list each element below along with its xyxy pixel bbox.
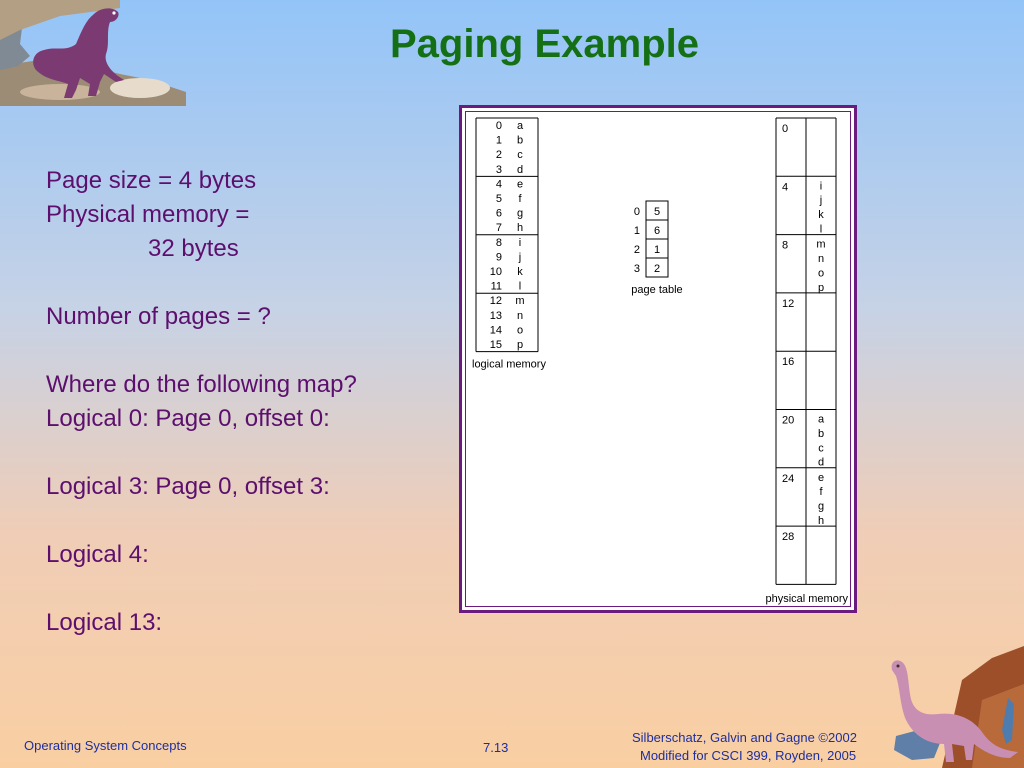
physical-memory-cell: a xyxy=(817,413,825,426)
physical-memory-cell: d xyxy=(817,456,825,469)
physical-memory-cell: e xyxy=(817,471,825,484)
footer-page-number: 7.13 xyxy=(483,740,509,755)
logical-memory-cell: n xyxy=(516,309,524,322)
logical-address-label: 5 xyxy=(495,193,502,205)
logical-address-label: 11 xyxy=(490,280,502,293)
logical-memory-cell: i xyxy=(518,236,522,249)
physical-frame-start-address: 24 xyxy=(782,472,795,485)
page-table-index: 2 xyxy=(633,244,640,256)
physical-memory-cell: n xyxy=(817,253,825,265)
physical-memory-cell: p xyxy=(817,281,825,294)
logical-address-label: 14 xyxy=(489,324,502,337)
text-logical-13: Logical 13: xyxy=(46,609,163,636)
logical-address-label: 8 xyxy=(495,236,502,249)
logical-memory-cell: o xyxy=(516,324,524,337)
logical-address-label: 0 xyxy=(495,120,502,132)
physical-frame-start-address: 16 xyxy=(782,356,795,369)
physical-frame-start-address: 4 xyxy=(782,181,789,194)
footer-credit-line-2: Modified for CSCI 399, Royden, 2005 xyxy=(640,748,857,763)
logical-address-label: 10 xyxy=(489,266,502,278)
logical-memory-cell: b xyxy=(516,134,524,147)
logical-memory-cell: l xyxy=(518,280,522,293)
physical-memory-cell: o xyxy=(817,267,825,280)
page-table-index: 3 xyxy=(633,263,640,275)
logical-memory-cell: e xyxy=(516,178,524,191)
physical-memory-cell: c xyxy=(818,442,824,455)
slide-title: Paging Example xyxy=(390,22,699,66)
logical-address-label: 12 xyxy=(489,295,502,308)
text-physical-memory-size: 32 bytes xyxy=(148,235,239,262)
logical-address-label: 9 xyxy=(495,251,502,264)
text-logical-4: Logical 4: xyxy=(46,541,149,568)
page-table-frame-number: 5 xyxy=(653,206,661,218)
physical-memory-cell: h xyxy=(817,515,825,527)
dinosaur-illustration-bottom-right xyxy=(882,640,1024,768)
logical-memory-cell: h xyxy=(516,222,524,235)
logical-address-label: 2 xyxy=(495,149,502,162)
page-table-index: 0 xyxy=(633,206,640,218)
logical-address-label: 13 xyxy=(489,309,502,322)
text-number-of-pages: Number of pages = ? xyxy=(46,303,271,330)
physical-memory-cell: b xyxy=(817,427,825,440)
logical-address-label: 4 xyxy=(495,178,502,191)
paging-diagram xyxy=(466,112,850,606)
paging-diagram-frame xyxy=(459,105,857,613)
logical-memory-cell: g xyxy=(516,207,524,220)
physical-memory-cell: f xyxy=(819,486,823,499)
text-page-size: Page size = 4 bytes xyxy=(46,167,257,194)
text-logical-3: Logical 3: Page 0, offset 3: xyxy=(46,473,330,500)
logical-memory-cell: j xyxy=(518,251,522,264)
text-mapping-question: Where do the following map? xyxy=(46,371,357,398)
text-logical-0: Logical 0: Page 0, offset 0: xyxy=(46,405,330,432)
footer-credit-line-1: Silberschatz, Galvin and Gagne ©2002 xyxy=(632,730,857,745)
physical-memory-cell: g xyxy=(817,500,825,513)
logical-memory-cell: m xyxy=(515,295,525,308)
logical-memory-cell: c xyxy=(517,149,523,162)
page-table-label: page table xyxy=(631,284,683,296)
physical-memory-cell: l xyxy=(819,223,823,236)
logical-memory-cell: p xyxy=(516,339,524,351)
physical-frame-start-address: 0 xyxy=(782,123,789,135)
logical-memory-label: logical memory xyxy=(472,358,546,371)
logical-memory-cell: d xyxy=(516,163,524,176)
physical-frame-start-address: 12 xyxy=(782,297,795,310)
logical-address-label: 7 xyxy=(495,222,502,235)
logical-address-label: 1 xyxy=(495,134,502,147)
dinosaur-illustration-top-left xyxy=(0,0,186,106)
logical-address-label: 15 xyxy=(489,339,502,351)
physical-memory-cell: k xyxy=(818,209,824,222)
page-table-frame-number: 2 xyxy=(653,263,661,275)
logical-memory-cell: f xyxy=(518,193,522,205)
footer-course-title: Operating System Concepts xyxy=(24,738,187,753)
logical-address-label: 3 xyxy=(495,163,502,176)
logical-memory-cell: k xyxy=(517,266,523,278)
physical-frame-start-address: 28 xyxy=(782,531,795,544)
page-table-frame-number: 6 xyxy=(653,225,661,237)
page-table-frame-number: 1 xyxy=(653,244,661,256)
logical-address-label: 6 xyxy=(495,207,502,220)
physical-memory-cell: j xyxy=(819,194,823,207)
physical-memory-label: physical memory xyxy=(765,593,848,605)
logical-memory-cell: a xyxy=(516,120,524,132)
physical-memory-cell: i xyxy=(819,180,823,193)
text-physical-memory: Physical memory = xyxy=(46,201,250,228)
physical-frame-start-address: 8 xyxy=(782,239,789,252)
physical-memory-cell: m xyxy=(816,238,826,251)
physical-frame-start-address: 20 xyxy=(782,414,795,427)
page-table-index: 1 xyxy=(633,225,640,237)
